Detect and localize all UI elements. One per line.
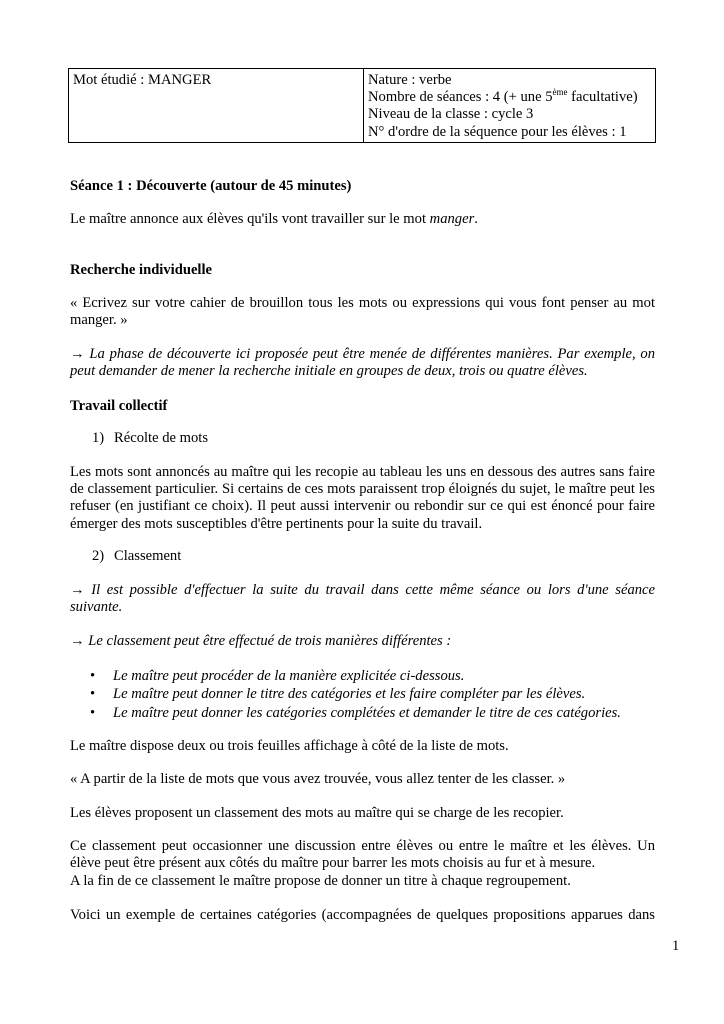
order-line: N° d'ordre de la séquence pour les élèves : 1 [368,123,627,140]
proposal-paragraph: Les élèves proposent un classement des mots au maître qui se charge de les recopier. [70,805,564,821]
discussion-paragraph: Ce classement peut occasionner une discussion entre élèves ou entre le maître et les élèves. Un élève peut être présent aux côtés du maître pour barrer les mots choisis au fur et à mesure. [70,838,655,872]
page-number: 1 [672,938,680,954]
step-1-label: Récolte de mots [114,430,209,446]
example-paragraph: Voici un exemple de certaines catégories (accompagnées de quelques propositions apparues dans [70,907,655,923]
ordinal-superscript: ème [552,87,568,98]
level-line: Niveau de la classe : cycle 3 [368,106,534,123]
session-title: Séance 1 : Découverte (autour de 45 minutes) [70,178,352,194]
header-cell-word [69,69,364,142]
list-item: • Le maître peut procéder de la manière explicitée ci-dessous. [90,668,465,684]
teacher-note-2: → Il est possible d'effectuer la suite du travail dans cette même séance ou lors d'une séance suivante. [70,582,655,616]
sheets-paragraph: Le maître dispose deux ou trois feuilles affichage à côté de la liste de mots. [70,738,509,754]
step-1 [92,430,208,447]
teacher-note-3: → Le classement peut être effectué de trois manières différentes : [70,633,452,649]
intro-word: manger [429,211,475,227]
header-cell-info [364,69,655,142]
words-paragraph: Les mots sont annoncés au maître qui les recopie au tableau les uns en dessous des autres sans faire de classement particulier. Si certains de ces mots paraissent trop éloignés du sujet, le maître peut les refuser (en justifiant ce choix). Il peut aussi intervenir ou rebondir sur ce qui est énoncé pour faire émerger des mots susceptibles d'être pertinents pour la suite du travail. [70,464,655,532]
instruction-quote-2: « A partir de la liste de mots que vous avez trouvée, vous allez tenter de les classer. » [70,771,566,787]
step-2-label: Classement [114,548,182,564]
heading-collective-work: Travail collectif [70,398,168,414]
bullet-icon: • [90,686,96,702]
intro-paragraph: Le maître annonce aux élèves qu'ils vont travailler sur le mot manger. [70,211,478,227]
step-1-number: 1) [92,430,105,446]
bullet-icon: • [90,668,96,684]
end-paragraph: A la fin de ce classement le maître propose de donner un titre à chaque regroupement. [70,873,571,889]
teacher-note-1: → La phase de découverte ici proposée peut être menée de différentes manières. Par exemple, on peut demander de mener la recherche initiale en groupes de deux, trois ou quatre élèves. [70,346,655,380]
nature-line: Nature : verbe [368,72,452,88]
heading-individual-research: Recherche individuelle [70,262,213,278]
sessions-line: Nombre de séances : 4 (+ une 5ème facultative) [368,87,638,106]
step-2-number: 2) [92,548,105,564]
step-2 [92,548,181,565]
studied-word: Mot étudié : MANGER [73,72,212,88]
list-item: • Le maître peut donner les catégories complétées et demander le titre de ces catégories. [90,705,621,721]
instruction-quote-1: « Ecrivez sur votre cahier de brouillon tous les mots ou expressions qui vous font penser au mot manger. » [70,295,655,329]
header-table [68,68,656,143]
list-item: • Le maître peut donner le titre des catégories et les faire compléter par les élèves. [90,686,586,702]
bullet-icon: • [90,705,96,721]
